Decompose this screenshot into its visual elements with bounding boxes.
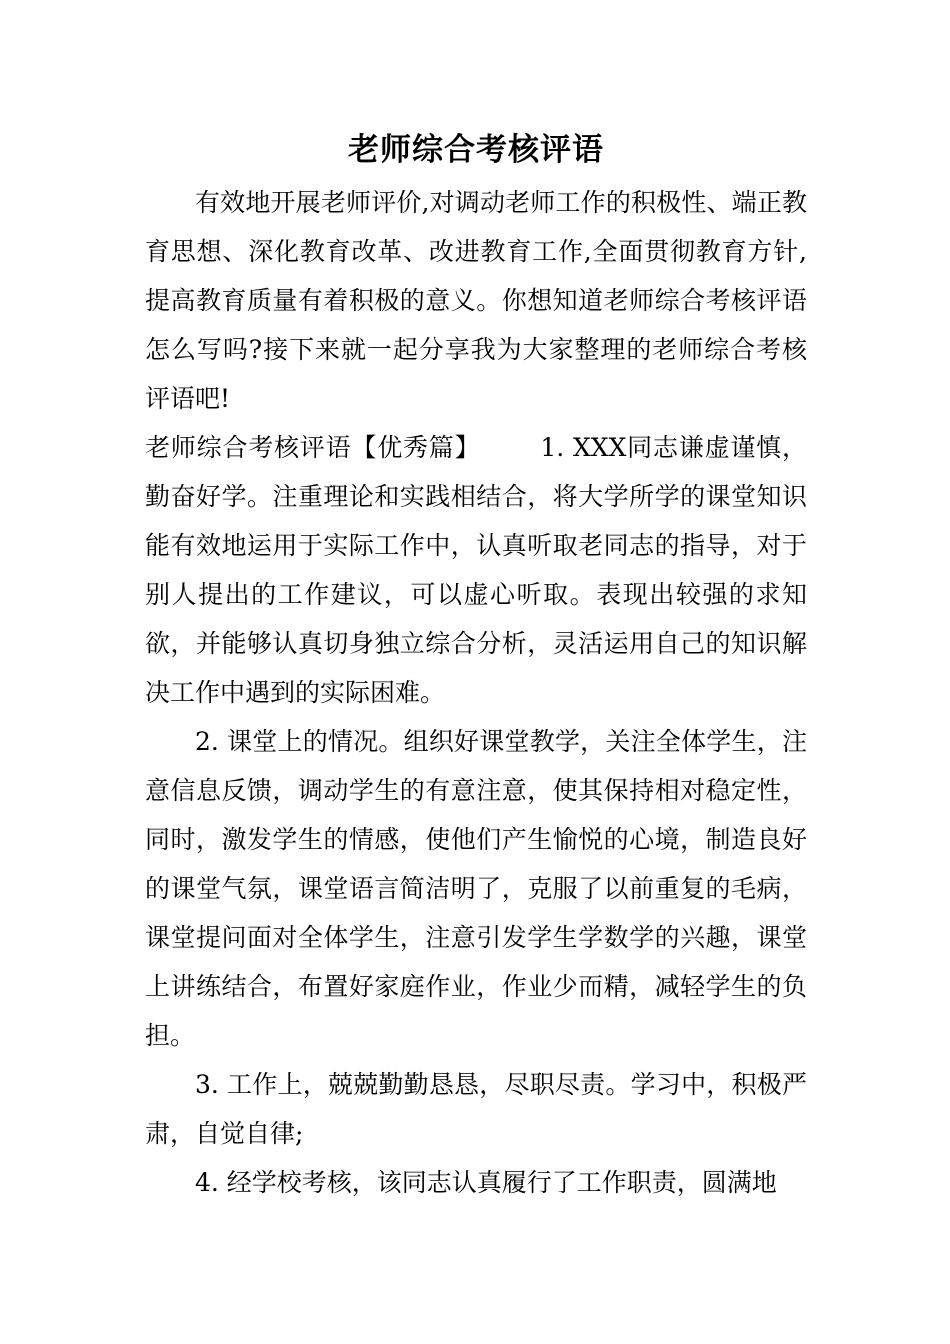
item-1-paragraph: [145, 423, 807, 717]
document-page: [145, 128, 807, 1207]
item-2-paragraph: 2. 课堂上的情况。组织好课堂教学，关注全体学生，注意信息反馈，调动学生的有意注意，使其保持相对稳定性，同时，激发学生的情感，使他们产生愉悦的心境，制造良好的课堂气氛，课堂语言简洁明了，克服了以前重复的毛病，课堂提问面对全体学生，注意引发学生学数学的兴趣，课堂上讲练结合，布置好家庭作业，作业少而精，减轻学生的负担。: [145, 727, 807, 1050]
item-1-text: 1. XXX同志谦虚谨慎，勤奋好学。注重理论和实践相结合，将大学所学的课堂知识能有效地运用于实际工作中，认真听取老同志的指导，对于别人提出的工作建议，可以虚心听取。表现出较强的求知欲，并能够认真切身独立综合分析，灵活运用自己的知识解决工作中遇到的实际困难。: [145, 433, 807, 707]
intro-paragraph: 有效地开展老师评价,对调动老师工作的积极性、端正教育思想、深化教育改革、改进教育工作,全面贯彻教育方针,提高教育质量有着积极的意义。你想知道老师综合考核评语怎么写吗?接下来就一起分享我为大家整理的老师综合考核评语吧!: [145, 188, 807, 413]
document-title: 老师综合考核评语: [348, 132, 604, 168]
item-4-paragraph: 4. 经学校考核，该同志认真履行了工作职责，圆满地: [195, 1168, 777, 1197]
section-heading: 老师综合考核评语【优秀篇】: [145, 433, 481, 462]
item-3-paragraph: 3. 工作上，兢兢勤勤恳恳，尽职尽责。学习中，积极严肃，自觉自律;: [145, 1070, 807, 1148]
